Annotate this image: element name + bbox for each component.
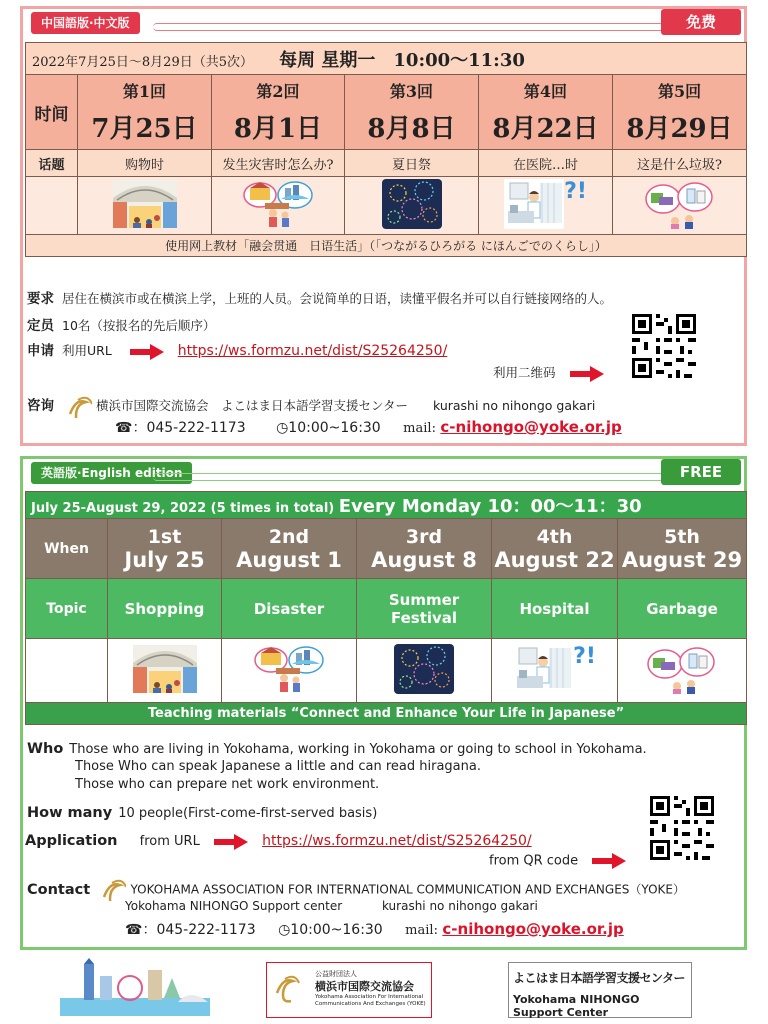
- org-text: YOKOHAMA ASSOCIATION FOR INTERNATIONAL COMMUNICATION AND EXCHANGES（YOKE）: [130, 882, 685, 897]
- free-badge: FREE: [661, 459, 741, 485]
- apply-label: 申请: [27, 343, 54, 359]
- image-label-cell: [26, 177, 78, 235]
- period-text: 2022年7月25日～8月29日（共5次）: [32, 54, 253, 70]
- yoke-english-name: Yokohama Association For International Communications And Exchanges (YOKE): [315, 994, 426, 1007]
- topic-cell: 发生灾害时怎么办?: [212, 150, 345, 177]
- divider: [153, 473, 664, 481]
- topic-cell: Garbage: [618, 579, 747, 639]
- arrow-icon: [592, 853, 628, 869]
- shopping-arcade-icon: [133, 645, 197, 693]
- edition-tag: 英語版·English edition: [31, 462, 192, 484]
- application-label: Application: [25, 833, 118, 849]
- session-cell: [212, 75, 345, 150]
- chinese-edition-panel: [20, 6, 747, 446]
- qr-text: 利用二维码: [493, 365, 556, 380]
- contact-details: [115, 417, 622, 437]
- session-number: 第2回: [256, 82, 300, 101]
- topic-cell: Hospital: [492, 579, 618, 639]
- hours-text: 10:00~16:30: [288, 420, 381, 436]
- contact-details: [125, 919, 624, 939]
- session-date: August 8: [371, 547, 477, 572]
- center-row: [125, 899, 538, 913]
- schedule-table: [25, 491, 747, 725]
- schedule-table: [25, 42, 747, 257]
- email-link[interactable]: c-nihongo@yoke.or.jp: [440, 418, 622, 436]
- mail-label: mail:: [403, 421, 436, 436]
- yoke-small-label: 公益財団法人: [315, 970, 357, 978]
- qr-row: [489, 853, 628, 869]
- yoke-logo-icon: [66, 396, 92, 418]
- session-number: 3rd: [405, 525, 443, 548]
- session-date: July 25: [124, 547, 205, 572]
- quota-text: 10名（按报名的先后顺序）: [62, 318, 216, 333]
- gakari-text: kurashi no nihongo gakari: [381, 899, 538, 913]
- registration-link[interactable]: https://ws.formzu.net/dist/S25264250/: [177, 343, 448, 359]
- topic-label: Topic: [26, 579, 108, 639]
- fireworks-icon: [394, 644, 454, 694]
- topic-cell: Shopping: [108, 579, 222, 639]
- who-line: Those who can prepare net work environment.: [75, 777, 380, 792]
- session-number: 第4回: [523, 82, 568, 101]
- apply-text: from URL: [139, 834, 200, 849]
- qr-row: [493, 363, 606, 382]
- topic-cell: 这是什么垃圾?: [613, 150, 747, 177]
- disaster-icon: [243, 179, 313, 229]
- free-badge: 免费: [661, 9, 741, 35]
- session-date: August 29: [621, 547, 743, 572]
- who-line: Those who are living in Yokohama, working in Yokohama or going to school in Yokohama.: [69, 742, 647, 757]
- session-cell: [78, 75, 212, 150]
- hospital-icon: [513, 644, 573, 694]
- when-label: When: [26, 519, 108, 579]
- howmany-row: [27, 805, 377, 821]
- registration-link[interactable]: https://ws.formzu.net/dist/S25264250/: [262, 833, 532, 849]
- weekly-text: 每周 星期一 10:00～11:30: [279, 49, 525, 71]
- clock-icon: ◷: [278, 922, 291, 938]
- arrow-icon: [214, 834, 250, 850]
- session-cell: [613, 75, 747, 150]
- topic-cell: 购物时: [78, 150, 212, 177]
- divider: [153, 23, 664, 31]
- image-cell: [345, 177, 479, 235]
- schedule-header: [26, 492, 747, 519]
- session-cell: [222, 519, 357, 579]
- topic-cell: Summer Festival: [357, 579, 492, 639]
- session-date: 8月8日: [367, 114, 456, 144]
- requirement-label: 要求: [27, 291, 54, 307]
- session-date: 8月29日: [626, 114, 733, 144]
- session-cell: [492, 519, 618, 579]
- requirement-row: [27, 287, 612, 307]
- yoke-footer-logo: [266, 962, 432, 1018]
- materials-text: Teaching materials “Connect and Enhance Your Life in Japanese”: [26, 703, 747, 725]
- image-cell: [212, 177, 345, 235]
- topic-cell: 夏日祭: [345, 150, 479, 177]
- image-cell: [613, 177, 747, 235]
- period-text: July 25-August 29, 2022 (5 times in total): [31, 501, 335, 516]
- session-number: 5th: [664, 525, 700, 548]
- phone-text: ☎：045-222-1173: [115, 420, 246, 436]
- session-cell: [479, 75, 613, 150]
- english-edition-panel: [20, 456, 747, 950]
- disaster-icon: [254, 644, 324, 694]
- session-date: August 1: [236, 547, 342, 572]
- center-en-name: Yokohama NIHONGO Support Center: [513, 993, 640, 1019]
- schedule-header: [26, 43, 747, 75]
- session-number: 第5回: [657, 82, 702, 101]
- apply-row: [27, 339, 447, 360]
- yoke-logo-icon: [100, 879, 126, 901]
- arrow-icon: [570, 366, 606, 382]
- quota-row: [27, 314, 215, 334]
- session-number: 第1回: [122, 82, 167, 101]
- image-cell: [222, 639, 357, 703]
- contact-row: [27, 394, 595, 418]
- phone-text: ☎：045-222-1173: [125, 922, 256, 938]
- qr-code-icon[interactable]: [629, 311, 701, 383]
- session-cell: [618, 519, 747, 579]
- who-line: Those Who can speak Japanese a little and can read hiragana.: [75, 759, 481, 774]
- clock-icon: ◷: [276, 420, 289, 436]
- mail-label: mail:: [405, 923, 438, 938]
- image-cell: ?!: [479, 177, 613, 235]
- hours-text: 10:00~16:30: [290, 922, 383, 938]
- session-number: 2nd: [268, 525, 310, 548]
- image-cell: [357, 639, 492, 703]
- session-date: 8月22日: [492, 114, 599, 144]
- email-link[interactable]: c-nihongo@yoke.or.jp: [442, 920, 624, 938]
- image-label-cell: [26, 639, 108, 703]
- session-cell: [345, 75, 479, 150]
- contact-label: 咨询: [27, 398, 54, 414]
- qr-text: from QR code: [489, 853, 579, 869]
- image-cell: [108, 639, 222, 703]
- yoke-name: 横浜市国際交流協会: [315, 980, 414, 993]
- arrow-icon: [130, 344, 166, 360]
- session-date: August 22: [494, 547, 615, 572]
- apply-text: 利用URL: [62, 343, 112, 358]
- topic-cell: 在医院…时: [479, 150, 613, 177]
- center-text: Yokohama NIHONGO Support center: [125, 899, 343, 913]
- image-cell: [78, 177, 212, 235]
- garbage-icon: [645, 179, 715, 229]
- hospital-icon: [504, 179, 564, 229]
- time-label: 时间: [26, 75, 78, 150]
- application-row: [25, 833, 532, 850]
- yoke-logo-icon: [273, 975, 303, 1005]
- support-center-logo: [508, 962, 692, 1018]
- org-text: 横浜市国際交流協会 よこはま日本語学習支援センター kurashi no nihongo gakari: [95, 398, 596, 413]
- session-cell: [108, 519, 222, 579]
- topic-cell: Disaster: [222, 579, 357, 639]
- center-jp-name: よこはま日本語学習支援センター: [513, 971, 686, 985]
- edition-tag: 中国語版·中文版: [31, 12, 140, 34]
- session-number: 第3回: [389, 82, 434, 101]
- image-cell: ?!: [492, 639, 618, 703]
- howmany-label: How many: [27, 805, 113, 821]
- image-cell: [618, 639, 747, 703]
- yokohama-skyline-illustration: [60, 958, 210, 1016]
- topic-label: 话题: [26, 150, 78, 177]
- requirement-text: 居住在横滨市或在横滨上学，上班的人员。会说简单的日语，读懂平假名并可以自行链接网络的人。: [62, 291, 613, 306]
- session-cell: [357, 519, 492, 579]
- contact-row: [27, 879, 685, 901]
- session-number: 4th: [536, 525, 573, 548]
- shopping-arcade-icon: [113, 180, 177, 228]
- who-row: [27, 741, 647, 757]
- howmany-text: 10 people(First-come-first-served basis): [118, 806, 378, 821]
- session-date: 8月1日: [233, 114, 323, 144]
- fireworks-icon: [382, 179, 442, 229]
- session-date: 7月25日: [91, 114, 198, 144]
- quota-label: 定员: [27, 318, 54, 334]
- session-number: 1st: [147, 525, 182, 548]
- qr-code-icon[interactable]: [647, 793, 719, 865]
- garbage-icon: [647, 644, 717, 694]
- materials-text: 使用网上教材「融会贯通 日语生活」（「つながるひろがる にほんごでのくらし」）: [26, 235, 747, 257]
- who-label: Who: [27, 741, 64, 757]
- contact-label: Contact: [27, 881, 91, 898]
- weekly-text: Every Monday 10：00～11：30: [338, 496, 642, 517]
